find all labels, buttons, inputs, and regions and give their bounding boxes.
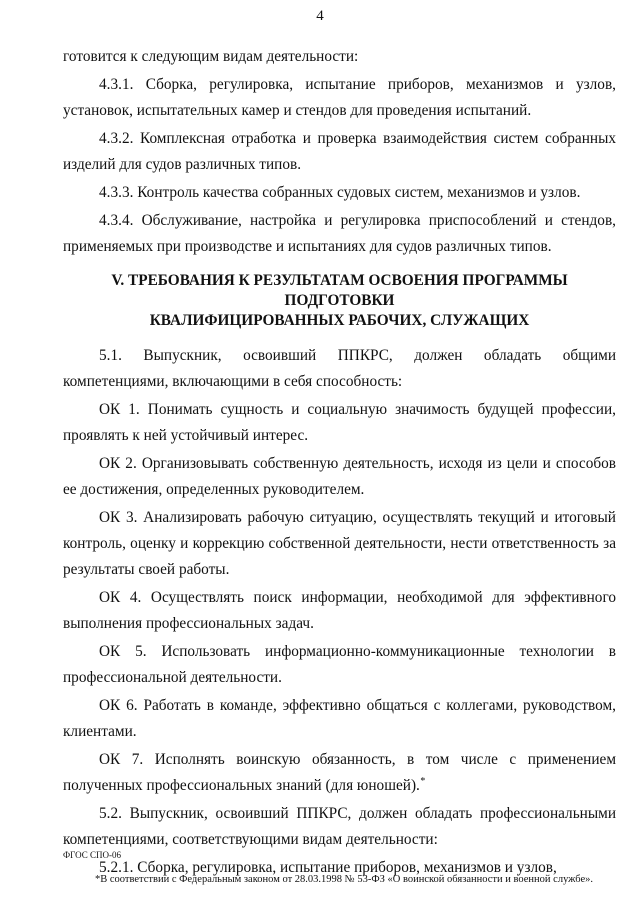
standard-code: ФГОС СПО-06 <box>63 850 121 860</box>
intro-line: готовится к следующим видам деятельности: <box>63 48 359 65</box>
item-4-3-3: 4.3.3. Контроль качества собранных судовых систем, механизмов и узлов. <box>99 184 581 201</box>
footnote-marker: * <box>419 775 425 787</box>
ok-3: ОК 3. Анализировать рабочую ситуацию, осуществлять текущий и итоговый контроль, оценку и коррекцию собственной деятельности, нести ответственность за результаты своей работы. <box>63 509 616 578</box>
section-heading <box>63 271 616 331</box>
item-5-2: 5.2. Выпускник, освоивший ППКРС, должен обладать профессиональными компетенциями, соответствующими видам деятельности: <box>63 805 616 848</box>
page-number: 4 <box>316 8 324 24</box>
item-5-1: 5.1. Выпускник, освоивший ППКРС, должен обладать общими компетенциями, включающими в себя способность: <box>63 347 616 390</box>
document-body <box>63 44 616 881</box>
item-4-3-4: 4.3.4. Обслуживание, настройка и регулировка приспособлений и стендов, применяемых при производстве и испытаниях для судов различных типов. <box>63 212 616 255</box>
ok-2: ОК 2. Организовывать собственную деятельность, исходя из цели и способов ее достижения, определенных руководителем. <box>63 455 616 498</box>
footnote: *В соответствии с Федеральным законом от 28.03.1998 № 53-ФЗ «О воинской обязанности и военной службе». <box>95 874 594 885</box>
ok-4: ОК 4. Осуществлять поиск информации, необходимой для эффективного выполнения профессиональных задач. <box>63 589 616 632</box>
section-heading-line-2: КВАЛИФИЦИРОВАННЫХ РАБОЧИХ, СЛУЖАЩИХ <box>149 312 530 329</box>
ok-7 <box>63 747 616 799</box>
ok-5: ОК 5. Использовать информационно-коммуникационные технологии в профессиональной деятельности. <box>63 643 616 686</box>
ok-6: ОК 6. Работать в команде, эффективно общаться с коллегами, руководством, клиентами. <box>63 697 616 740</box>
ok-1: ОК 1. Понимать сущность и социальную значимость будущей профессии, проявлять к ней устойчивый интерес. <box>63 401 616 444</box>
ok-7-text: ОК 7. Исполнять воинскую обязанность, в том числе с применением полученных профессиональных знаний (для юношей). <box>63 751 616 794</box>
item-5-2-1: 5.2.1. Сборка, регулировка, испытание приборов, механизмов и узлов, <box>99 859 557 876</box>
section-heading-line-1: V. ТРЕБОВАНИЯ К РЕЗУЛЬТАТАМ ОСВОЕНИЯ ПРОГРАММЫ ПОДГОТОВКИ <box>111 272 568 309</box>
item-4-3-1: 4.3.1. Сборка, регулировка, испытание приборов, механизмов и узлов, установок, испытательных камер и стендов для проведения испытаний. <box>63 76 616 119</box>
item-4-3-2: 4.3.2. Комплексная отработка и проверка взаимодействия систем собранных изделий для судов различных типов. <box>63 130 616 173</box>
